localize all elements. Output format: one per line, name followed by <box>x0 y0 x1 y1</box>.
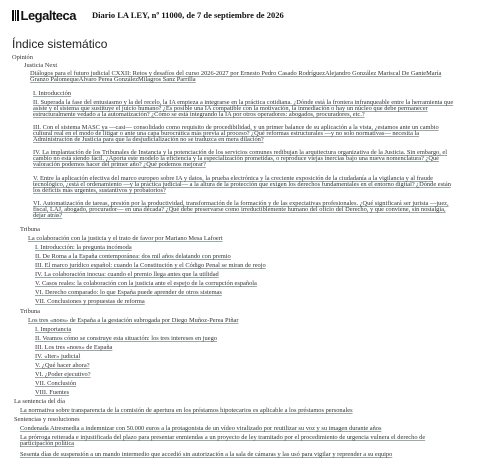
toc-item[interactable]: VII. Conclusiones y propuestas de reforma <box>35 298 145 305</box>
issue-title: Diario LA LEY, nº 11000, de 7 de septiembre de 2026 <box>91 10 284 20</box>
toc-item[interactable]: III. Con el sistema MASC ya —casi— consolidado como requisito de procedibilidad, y un primer balance de su aplicación a la vista, ¿estamos ante un cambio cultural real en el modo de litigar o ante una capa burocrática más previa al proceso? ¿Qué reformas estructurales —y no solo normativas— necesita la Administración de Justicia para que la desjudicialización no se traduzca en mera dilación? <box>33 124 439 144</box>
toc-item[interactable]: III. Los tres «noes» de España <box>35 344 113 351</box>
toc-item[interactable]: VII. Conclusión <box>35 380 77 387</box>
toc-item[interactable]: I. Introducción: la pregunta incómoda <box>35 244 132 251</box>
toc-item[interactable]: VIII. Fuentes <box>35 389 70 396</box>
legalteca-logo[interactable] <box>12 8 76 23</box>
article-link-sentencia[interactable]: La prórroga reiterada e injustificada del plazo para presentar enmiendas a un proyecto de ley tramitado por el procedimiento de urgencia vulnera el derecho de participación política <box>20 434 426 448</box>
toc-item[interactable]: II. Superada la fase del entusiasmo y la del recelo, la IA empieza a integrarse en la práctica cotidiana. ¿Dónde está la frontera infranqueable entre la herramienta que asiste y el sistema que sustituye el juicio humano? ¿Es posible una IA compatible con la motivación, la inmediación o hay un núcleo que debe permanecer estructuralmente vedado a la automatización? ¿Cómo se está integrando la IA por otros operadores: abogados, procuradores, etc.? <box>33 99 454 119</box>
toc-item[interactable]: VI. ¿Poder ejecutivo? <box>35 371 91 378</box>
toc-item[interactable]: II. De Roma a la España contemporánea: dos mil años delatando con premio <box>35 253 231 260</box>
section-label-tribuna: Tribuna <box>20 308 41 315</box>
toc-item[interactable]: V. ¿Qué hacer ahora? <box>35 362 90 369</box>
section-label-tribuna: Tribuna <box>20 226 41 233</box>
subsection-label-justicia-next: Justicia Next <box>24 62 58 69</box>
toc-item[interactable]: IV. La implantación de los Tribunales de Instancia y la potenciación de los servicios comunes redibujan la arquitectura organizativa de la Justicia. Sin embargo, el cambio no está siendo fácil. ¿Aporta este modelo la eficiencia y la especialización prometidas, o reproduce viejas inercias bajo una nueva nomenclatura? ¿Qué valoración podemos hacer del primer año? ¿Qué podemos mejorar? <box>33 149 448 169</box>
section-label-opinion: Opinión <box>12 54 33 61</box>
article-link-colaboracion[interactable]: La colaboración con la justicia y el trato de favor por Mariano Mesa Lafoert <box>28 235 223 242</box>
header <box>12 8 472 22</box>
toc-item[interactable]: VI. Derecho comparado: lo que España puede aprender de otros sistemas <box>35 289 222 296</box>
toc-item[interactable]: II. Veamos cómo se construye esta situación: los tres intereses en juego <box>35 335 217 342</box>
article-link-sentencia-dia[interactable]: La normativa sobre transparencia de la comisión de apertura en los préstamos hipotecarios es aplicable a los préstamos personales <box>20 407 353 414</box>
article-link-gestacion[interactable]: Los tres «noes» de España a la gestación subrogada por Diego Muñoz-Perea Piñar <box>28 317 239 324</box>
article-link-dialogos[interactable]: Diálogos para el futuro judicial CXXII: Retos y desafíos del curso 2026-2027 por Ernesto Pedro Casado RodríguezAlejandro González Mariscal De GanteMaría Granzo PalomequeAlvaro Perea GonzálezMilagros Sanz Parrilla <box>30 70 442 84</box>
toc-item[interactable]: V. Entre la aplicación efectiva del marco europeo sobre IA y datos, la prueba electrónica y la creciente exposición de la ciudadanía a la vigilancia y al fraude tecnológico, ¿está el ordenamiento —y la práctica judicial— a la altura de la protección que exigen los derechos fundamentales en el entorno digital? ¿Dónde están los déficits más urgentes, sustantivos y probatorios? <box>33 175 451 195</box>
toc-item[interactable]: IV. La colaboración inocua: cuando el premio llega antes que la utilidad <box>35 271 219 278</box>
toc-item[interactable]: I. Importancia <box>35 326 72 333</box>
toc-item[interactable]: V. Casos reales: la colaboración con la justicia ante el espejo de la corrupción española <box>35 280 257 287</box>
toc-item[interactable]: IV. «Iter» judicial <box>35 353 81 360</box>
toc-item[interactable]: VI. Automatización de tareas, presión por la productividad, transformación de la formación y de las expectativas profesionales. ¿Qué significará ser jurista —juez, fiscal, LAJ, abogado, procurador— en una década? ¿Qué debe preservarse como irreductiblemente humano del oficio del Derecho, y que conviene, sin nostalgia, dejar atrás? <box>33 200 449 220</box>
section-label-sentencias: Sentencias y resoluciones <box>14 416 80 423</box>
page-title: Índice sistemático <box>12 37 108 51</box>
article-link-sentencia[interactable]: Sesenta días de suspensión a un mando intermedio que accedió sin autorización a la sala de cámaras y las usó para vigilar y reprender a su equipo <box>20 451 393 458</box>
section-label-sentencia-dia: La sentencia del día <box>14 398 65 405</box>
toc-item[interactable]: I. Introducción <box>33 90 71 97</box>
article-link-sentencia[interactable]: Condenada Atresmedia a indemnizar con 50.000 euros a la protagonista de un vídeo viralizado por reutilizar su voz y su imagen durante años <box>20 425 382 432</box>
brand-name: Legalteca <box>20 7 76 23</box>
logo-bars-icon <box>12 10 19 21</box>
toc-item[interactable]: III. El marco jurídico español: cuando la Constitución y el Código Penal se miran de reojo <box>35 262 266 269</box>
